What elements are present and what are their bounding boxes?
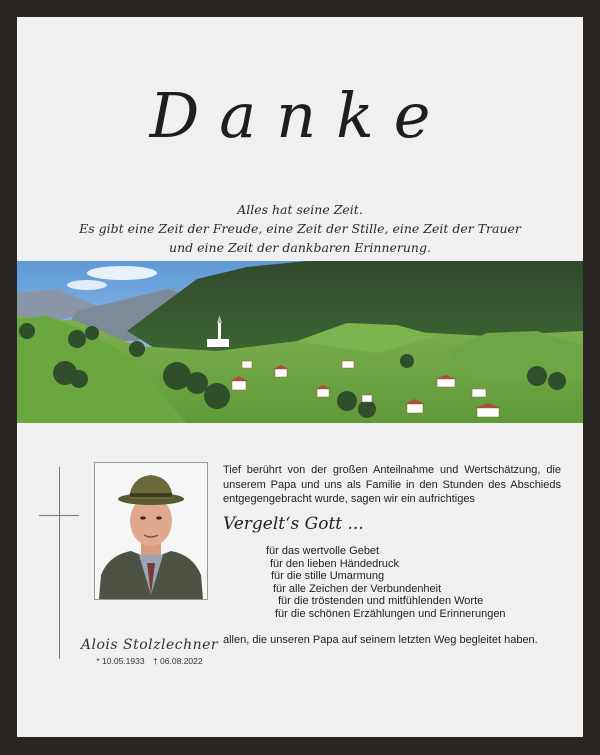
verse-line: und eine Zeit der dankbaren Erinnerung. <box>169 240 431 255</box>
gratitude-list <box>223 545 563 620</box>
list-item: für alle Zeichen der Verbundenheit <box>273 582 442 595</box>
list-item: für das wertvolle Gebet <box>266 545 380 557</box>
verse-line: Alles hat seine Zeit. <box>237 202 363 217</box>
life-dates <box>77 656 222 666</box>
list-item: für die tröstenden und mitfühlenden Worte <box>278 595 484 607</box>
memorial-card <box>17 17 583 737</box>
verse <box>17 200 583 257</box>
intro-text: Tief berührt von der großen Anteilnahme und Wertschätzung, die unserem Papa und uns als Familie in den Stunden des Abschieds entgegengebracht wurde, sagen wir ein aufrichtiges <box>223 464 561 505</box>
list-item: für die schönen Erzählungen und Erinnerungen <box>275 607 506 620</box>
portrait-photo <box>94 462 208 600</box>
birth-date: * 10.05.1933 <box>96 656 145 666</box>
cross-symbol-bar <box>39 515 79 516</box>
page-title: Danke <box>149 79 451 152</box>
cross-symbol <box>59 467 60 659</box>
verse-line: Es gibt eine Zeit der Freude, eine Zeit der Stille, eine Zeit der Trauer <box>79 221 521 236</box>
closing-text: allen, die unseren Papa auf seinem letzten Weg begleitet haben. <box>223 634 538 646</box>
list-item: für den lieben Händedruck <box>270 557 400 570</box>
death-date: † 06.08.2022 <box>152 656 203 666</box>
thanks-heading: Vergelt‘s Gott ... <box>223 514 364 534</box>
list-item: für die stille Umarmung <box>271 570 385 582</box>
deceased-name: Alois Stolzlechner <box>80 637 219 653</box>
landscape-photo <box>17 261 583 423</box>
